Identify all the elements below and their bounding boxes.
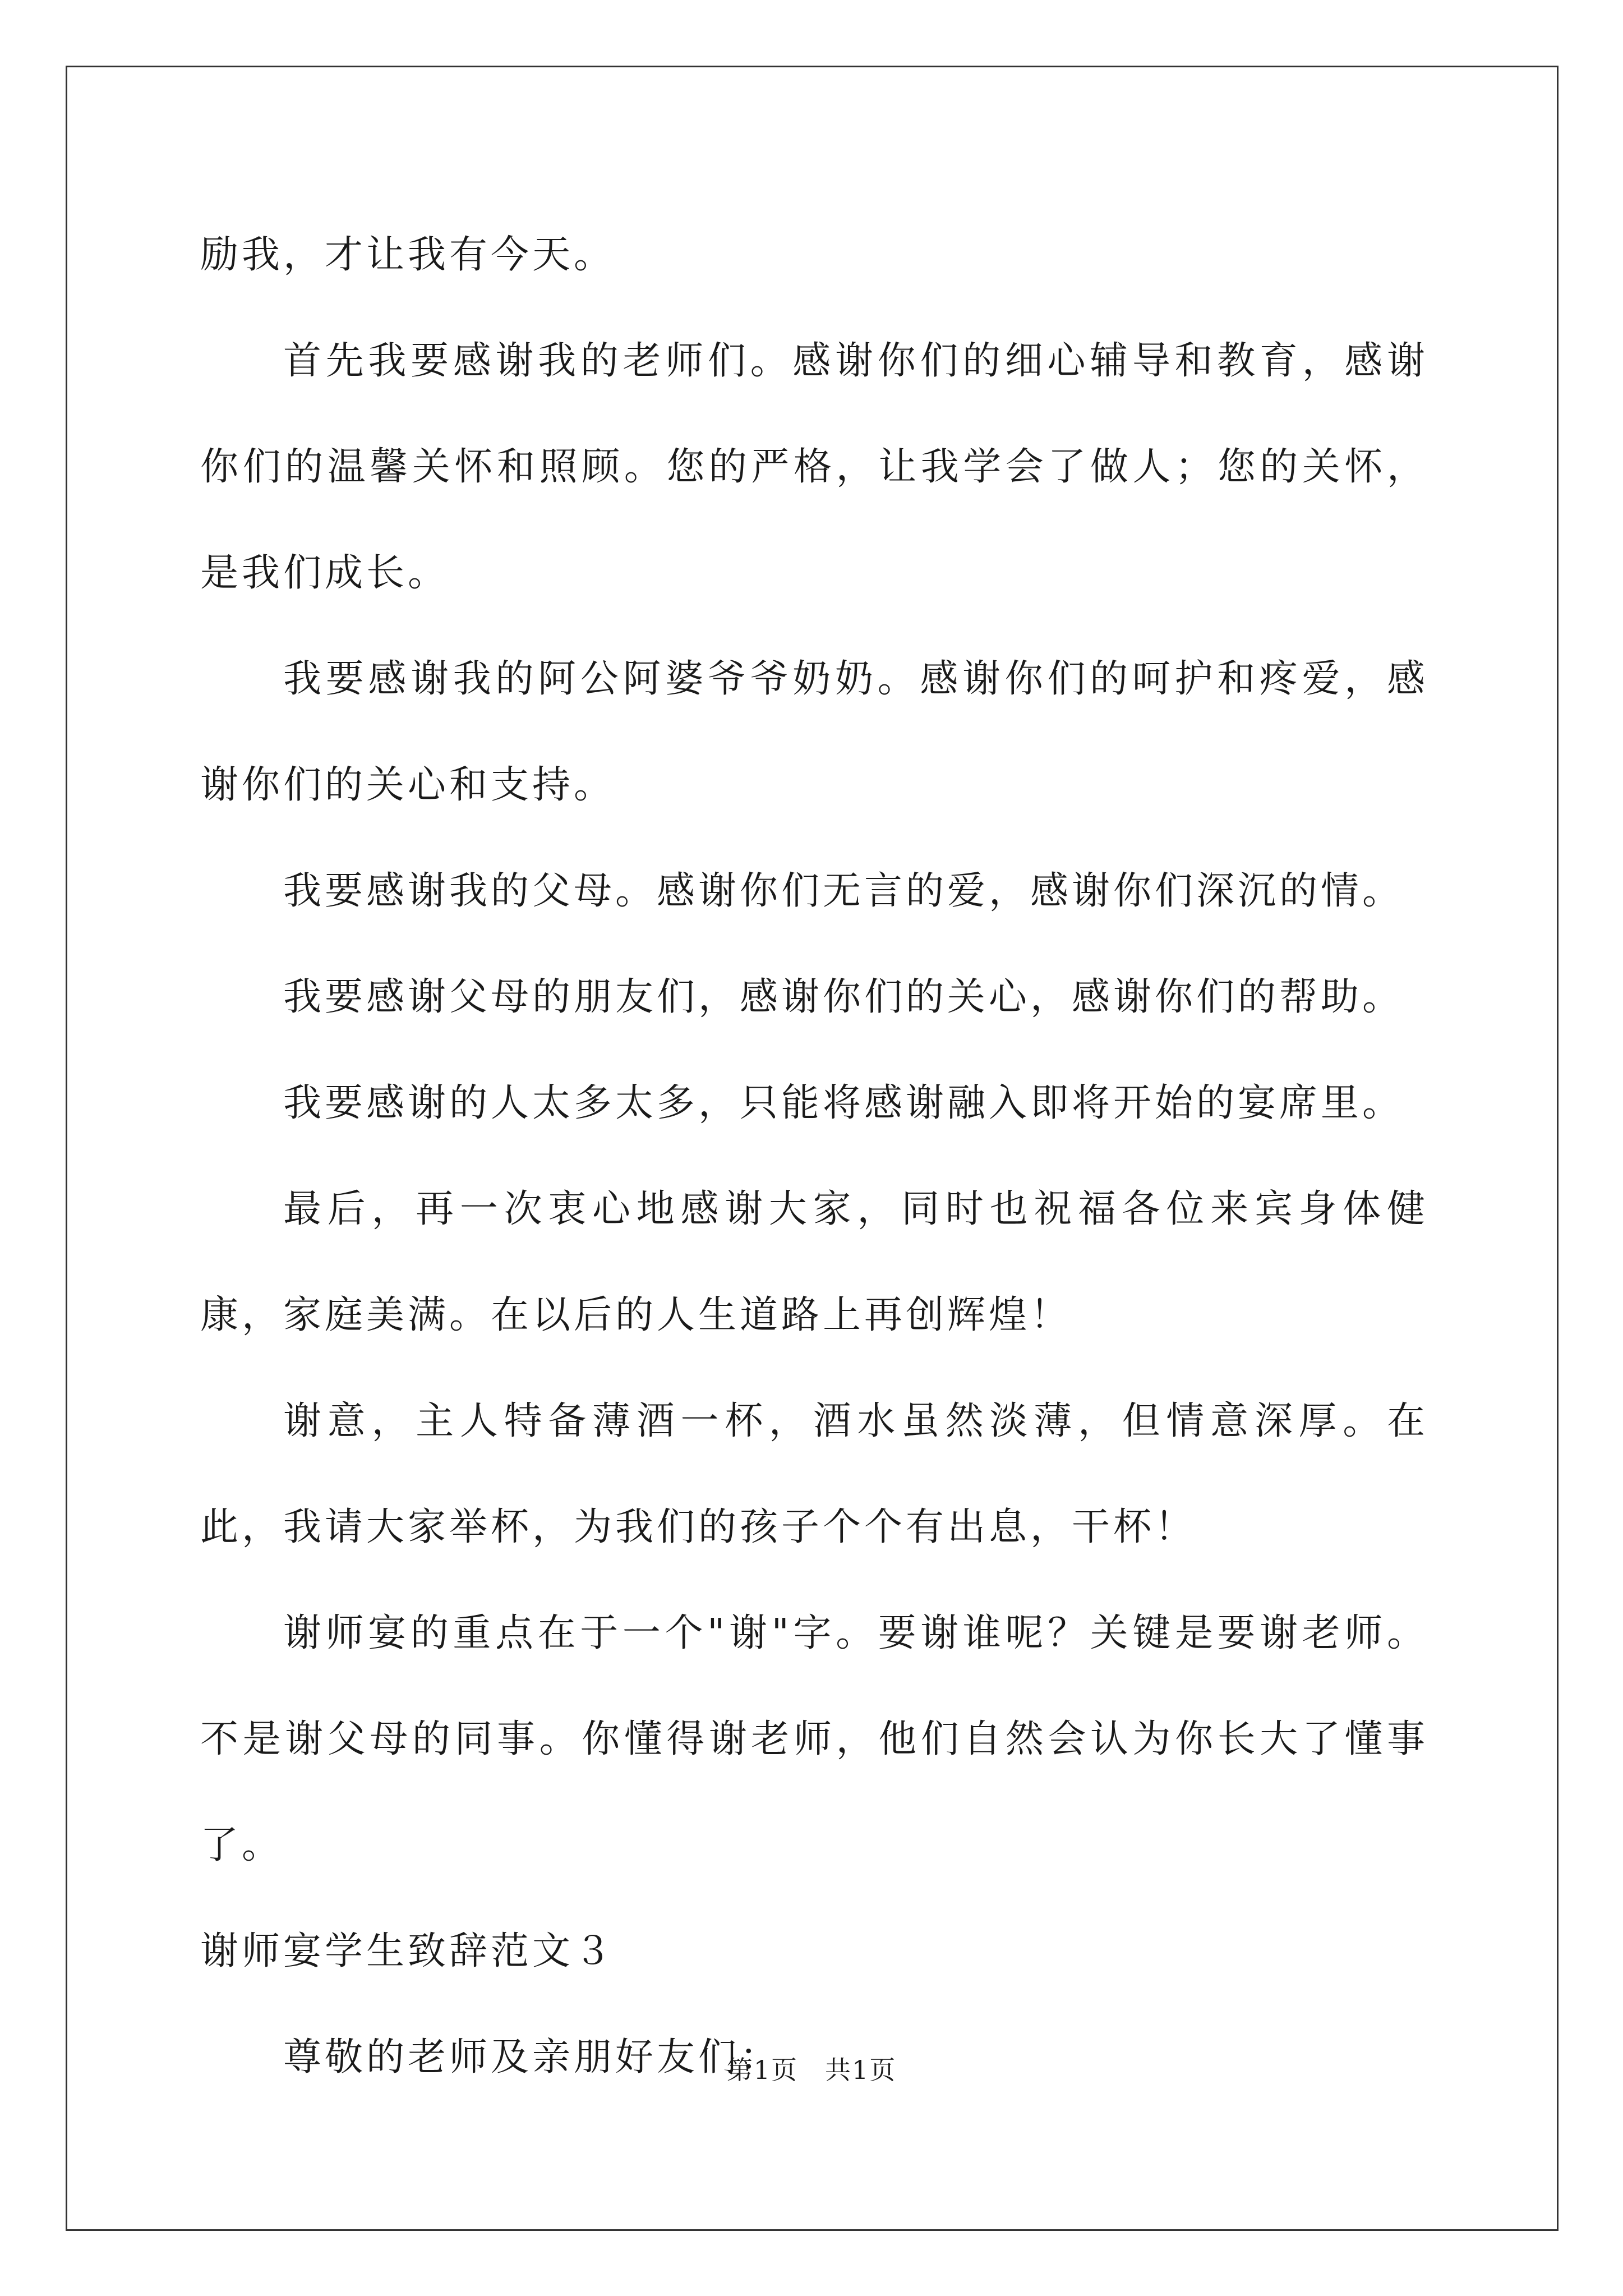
paragraph: 我要感谢我的阿公阿婆爷爷奶奶。感谢你们的呵护和疼爱，感谢你们的关心和支持。 — [200, 657, 1428, 807]
section-heading: 谢师宴学生致辞范文３ — [200, 1929, 616, 1973]
paragraph: 最后，再一次衷心地感谢大家，同时也祝福各位来宾身体健康，家庭美满。在以后的人生道路上再创辉煌！ — [200, 1187, 1428, 1337]
paragraph: 尊敬的老师及亲朋好友们： — [283, 2035, 782, 2079]
paragraph: 励我，才让我有今天。 — [200, 233, 616, 277]
paragraph: 首先我要感谢我的老师们。感谢你们的细心辅导和教育，感谢你们的温馨关怀和照顾。您的严格，让我学会了做人；您的关怀，是我们成长。 — [200, 339, 1428, 595]
paragraph: 我要感谢我的父母。感谢你们无言的爱，感谢你们深沉的情。 — [283, 869, 1404, 913]
page-footer: 第1页 共1页 — [726, 2055, 897, 2085]
paragraph: 我要感谢父母的朋友们，感谢你们的关心，感谢你们的帮助。 — [283, 975, 1404, 1019]
paragraph: 我要感谢的人太多太多，只能将感谢融入即将开始的宴席里。 — [283, 1081, 1404, 1125]
paragraph: 谢师宴的重点在于一个"谢"字。要谢谁呢？关键是要谢老师。不是谢父母的同事。你懂得谢老师，他们自然会认为你长大了懂事了。 — [200, 1611, 1428, 1867]
document-body — [200, 202, 1428, 2110]
paragraph: 谢意，主人特备薄酒一杯，酒水虽然淡薄，但情意深厚。在此，我请大家举杯，为我们的孩子个个有出息，干杯！ — [200, 1399, 1428, 1549]
